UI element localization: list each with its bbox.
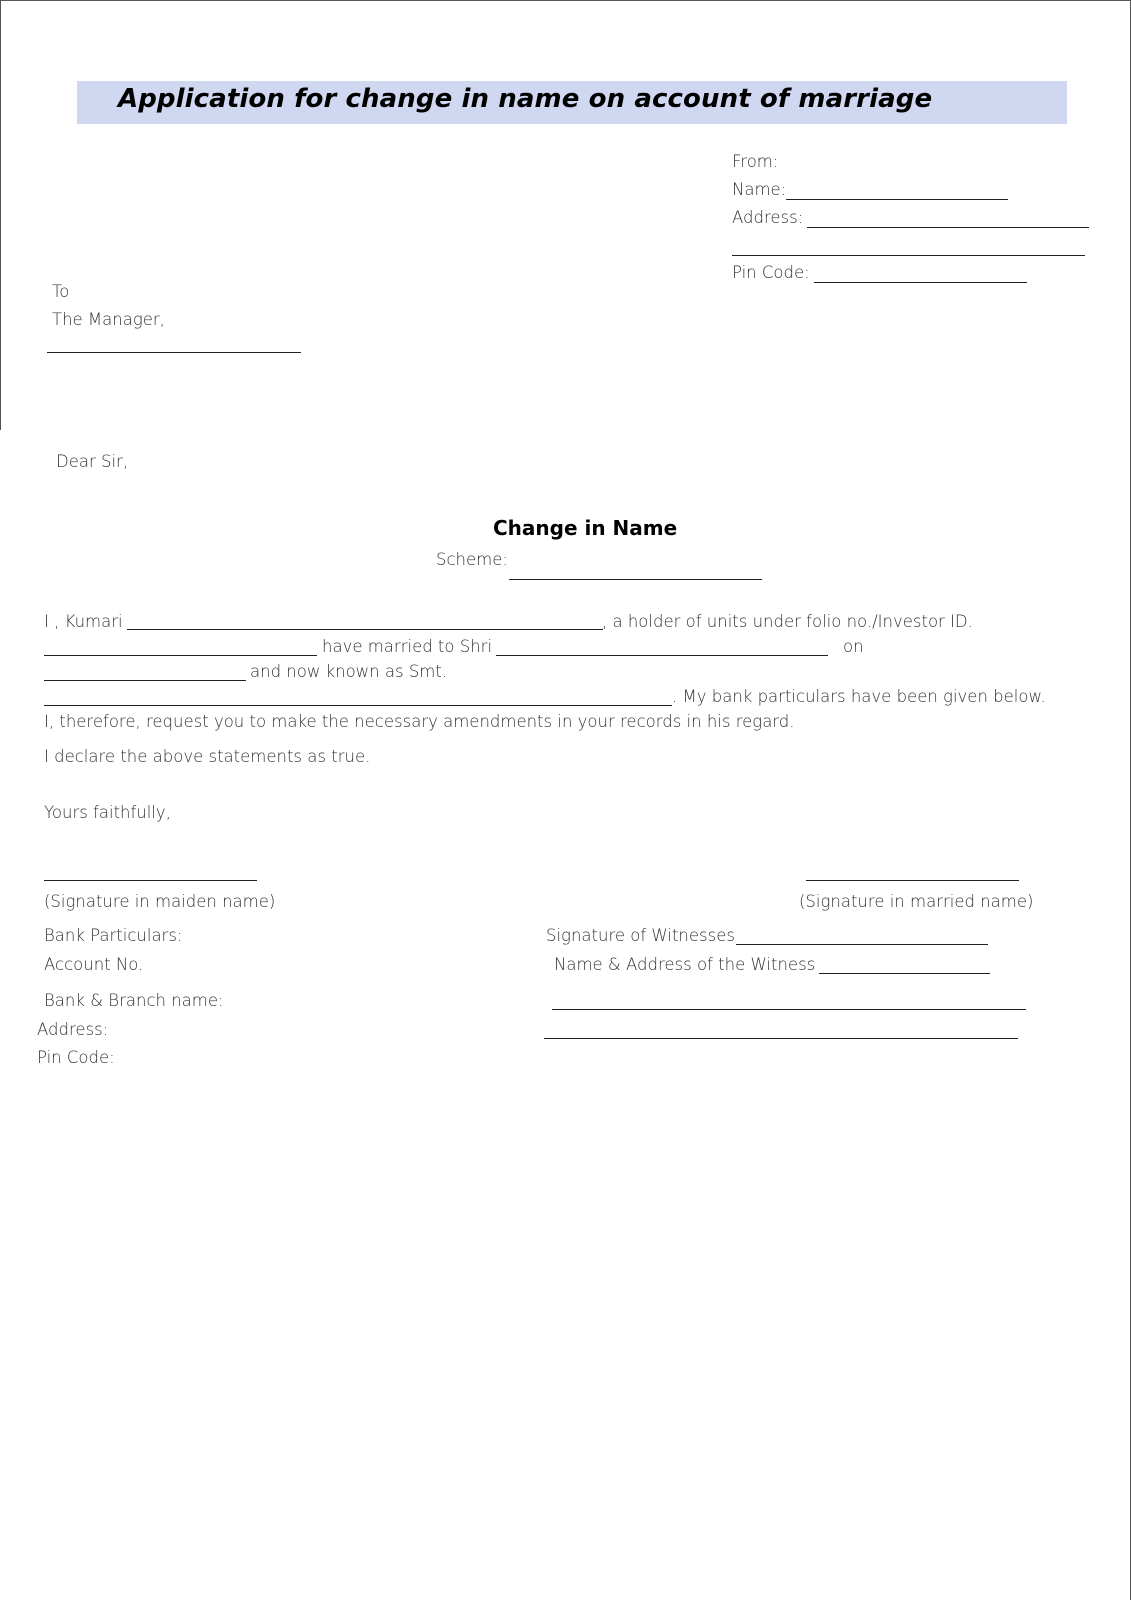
scheme-field[interactable] [509,579,762,580]
maiden-signature-field[interactable] [44,880,257,881]
closing-text: Yours faithfully, [44,803,171,822]
witness-name-field[interactable] [819,973,990,974]
declaration-text: I declare the above statements as true. [44,747,371,766]
holder-text: , a holder of units under folio no./Investor ID. [602,612,973,631]
request-text: I, therefore, request you to make the necessary amendments in your records in his regard. [44,712,795,731]
kumari-label: I , Kumari [44,612,123,631]
account-no-label: Account No. [44,955,144,974]
bank-pin-label: Pin Code: [37,1048,115,1067]
married-signature-field[interactable] [806,880,1019,881]
scheme-label: Scheme: [436,550,508,569]
to-label: To [52,282,70,301]
witness-address-field-1[interactable] [552,1009,1026,1010]
manager-label: The Manager, [52,310,165,329]
folio-field[interactable] [44,655,317,656]
witness-signature-label: Signature of Witnesses [546,926,735,945]
from-pin-field[interactable] [814,282,1027,283]
married-text: have married to Shri [322,637,493,656]
manager-branch-field[interactable] [47,352,301,353]
bank-branch-label: Bank & Branch name: [44,991,224,1010]
subject-heading: Change in Name [493,516,678,540]
marriage-date-field[interactable] [44,680,246,681]
husband-name-field[interactable] [496,655,828,656]
known-as-text: and now known as Smt. [250,662,448,681]
bank-address-label: Address: [37,1020,109,1039]
witness-address-field-2[interactable] [544,1038,1018,1039]
from-address-field-2[interactable] [732,255,1085,256]
from-pin-label: Pin Code: [732,263,810,282]
bank-particulars-text: . My bank particulars have been given below. [672,687,1046,706]
title-banner [77,81,1067,124]
bank-particulars-heading: Bank Particulars: [44,926,183,945]
married-name-field[interactable] [44,705,672,706]
witness-name-address-label: Name & Address of the Witness [554,955,816,974]
from-name-label: Name: [732,180,787,199]
married-signature-label: (Signature in married name) [799,892,1034,911]
salutation: Dear Sir, [56,452,129,471]
from-address-field-1[interactable] [807,227,1089,228]
from-address-label: Address: [732,208,804,227]
from-name-field[interactable] [786,199,1008,200]
maiden-signature-label: (Signature in maiden name) [44,892,276,911]
on-text: on [843,637,864,656]
maiden-name-field[interactable] [127,629,603,630]
page-border-top [0,0,1131,1]
page-border-left [0,0,1,430]
witness-signature-field[interactable] [736,944,988,945]
from-label: From: [732,152,779,171]
form-title: Application for change in name on account of marriage [118,84,933,114]
